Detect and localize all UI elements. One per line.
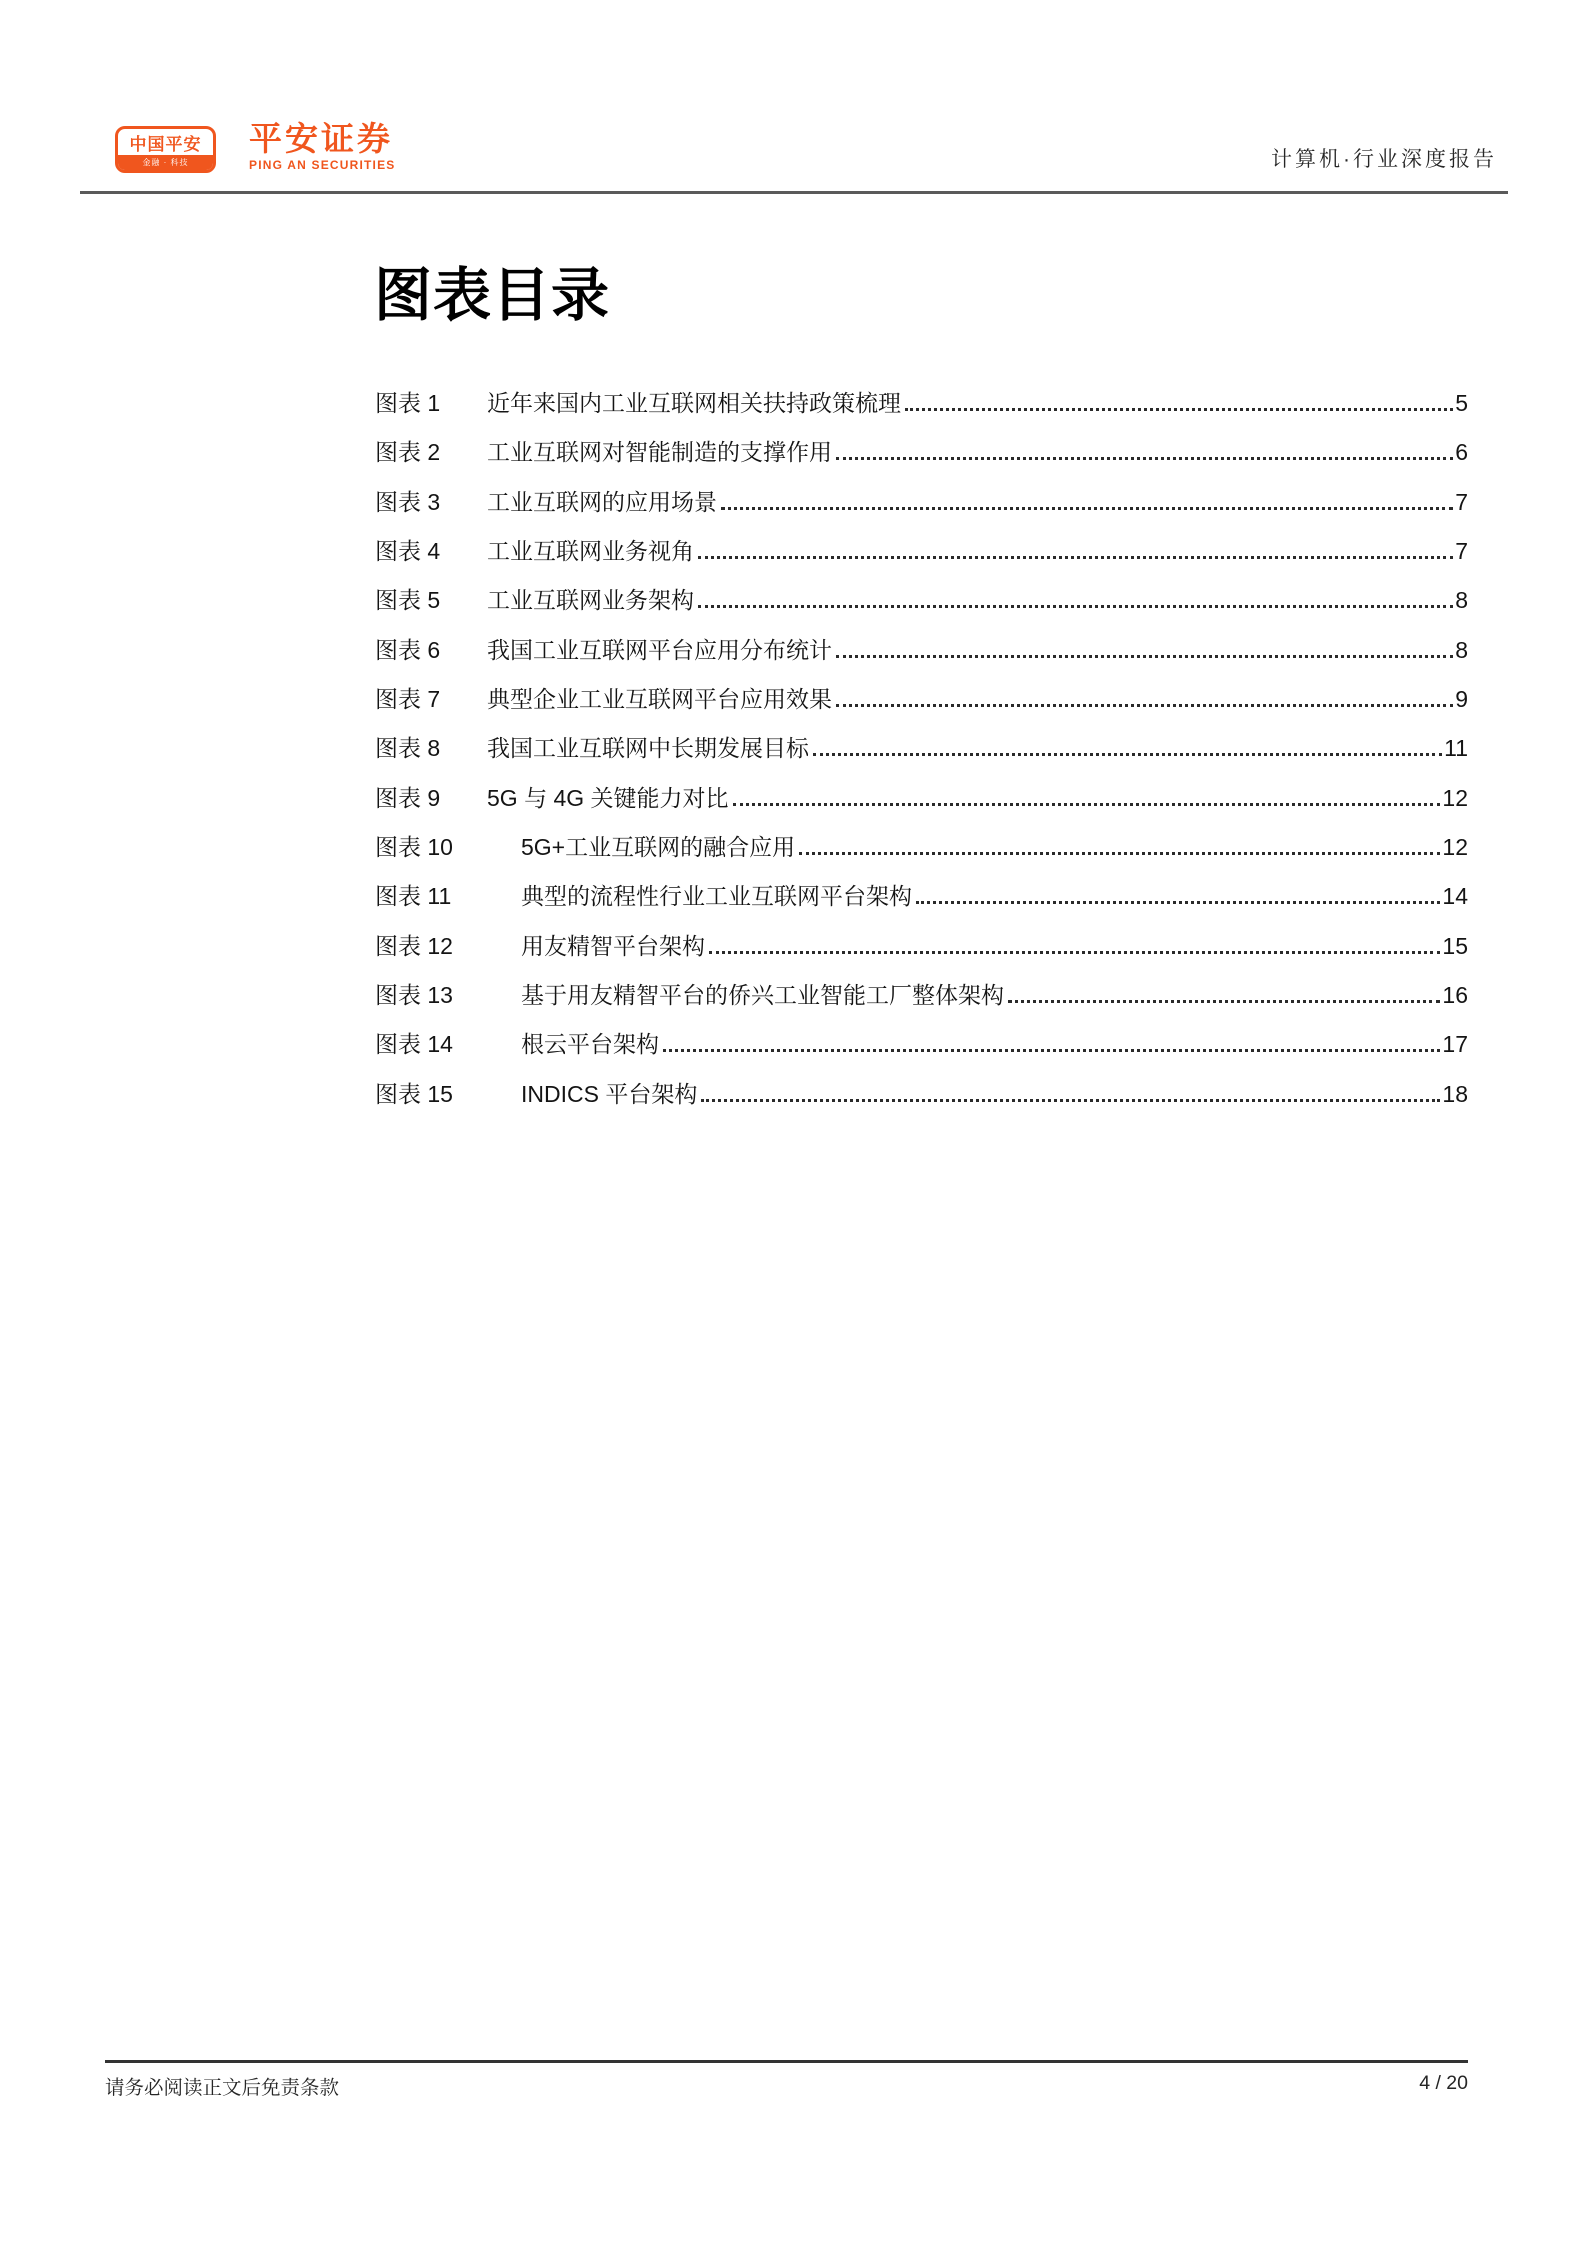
- toc-entry-page-number: 17: [1442, 1031, 1468, 1058]
- toc-entry[interactable]: [375, 626, 1468, 675]
- toc-entry-title: 基于用友精智平台的侨兴工业智能工厂整体架构: [521, 982, 1004, 1009]
- toc-entry-label: 图表 14: [375, 1031, 453, 1058]
- toc-entry-title: 工业互联网对智能制造的支撑作用: [487, 439, 832, 466]
- toc-entry-page-number: 5: [1455, 390, 1468, 416]
- toc-entry-label: 图表 11: [375, 883, 452, 910]
- toc-entry[interactable]: [375, 1020, 1468, 1069]
- toc-dot-leader: [709, 951, 1440, 954]
- toc-entry-label: 图表 5: [375, 587, 441, 614]
- toc-dot-leader: [836, 704, 1453, 707]
- toc-entry[interactable]: [375, 774, 1468, 823]
- footer: [105, 2072, 1468, 2100]
- toc-entry-label: 图表 4: [375, 538, 441, 565]
- toc-entry[interactable]: [375, 1070, 1468, 1119]
- toc-entry-label: 图表 12: [375, 932, 453, 959]
- toc-entry[interactable]: [375, 971, 1468, 1020]
- toc-entry[interactable]: [375, 428, 1468, 477]
- toc-entry-label: 图表 13: [375, 982, 453, 1009]
- brand-name-en: PING AN SECURITIES: [249, 158, 396, 173]
- toc-entry[interactable]: [375, 823, 1468, 872]
- toc-entry[interactable]: [375, 576, 1468, 625]
- toc-entry-title: 典型的流程性行业工业互联网平台架构: [521, 883, 912, 910]
- toc-entry-title: 工业互联网的应用场景: [487, 488, 717, 515]
- toc-entry-title: 近年来国内工业互联网相关扶持政策梳理: [487, 390, 901, 416]
- toc-entry-page-number: 14: [1442, 883, 1468, 910]
- toc-entry-page-number: 8: [1455, 587, 1468, 614]
- toc-entry[interactable]: [375, 379, 1468, 428]
- toc-entry[interactable]: [375, 922, 1468, 971]
- brand-name-cn: 平安证券: [249, 120, 393, 157]
- page-title: 图表目录: [374, 263, 611, 328]
- toc-dot-leader: [916, 901, 1440, 904]
- toc-dot-leader: [836, 457, 1453, 460]
- toc-entry-label: 图表 15: [375, 1080, 453, 1107]
- toc-dot-leader: [1008, 1000, 1440, 1003]
- toc-entry-label: 图表 3: [375, 488, 441, 515]
- toc-entry-label: 图表 6: [375, 636, 441, 663]
- header-divider: [80, 191, 1508, 194]
- toc-entry-page-number: 7: [1455, 538, 1468, 565]
- page-number-indicator: 4 / 20: [1419, 2072, 1468, 2094]
- toc-entry-title: 工业互联网业务视角: [487, 538, 694, 565]
- disclaimer-note: 请务必阅读正文后免责条款: [105, 2077, 340, 2099]
- toc-entry-page-number: 7: [1455, 488, 1468, 515]
- toc-entry-title: 我国工业互联网平台应用分布统计: [487, 636, 832, 663]
- toc-entry-page-number: 6: [1455, 439, 1468, 466]
- toc-entry-label: 图表 10: [375, 834, 453, 861]
- toc-entry-page-number: 18: [1442, 1080, 1468, 1107]
- toc-entry-page-number: 12: [1442, 784, 1468, 811]
- toc-entry-label: 图表 8: [375, 735, 441, 762]
- footer-divider: [105, 2060, 1468, 2063]
- toc-dot-leader: [836, 655, 1453, 658]
- toc-entry-label: 图表 2: [375, 439, 441, 466]
- toc-dot-leader: [799, 852, 1440, 855]
- figure-toc-list: [375, 379, 1468, 1119]
- toc-dot-leader: [813, 753, 1442, 756]
- toc-dot-leader: [663, 1049, 1440, 1052]
- toc-entry[interactable]: [375, 872, 1468, 921]
- toc-dot-leader: [698, 605, 1453, 608]
- toc-entry-title: 我国工业互联网中长期发展目标: [487, 735, 809, 762]
- toc-entry[interactable]: [375, 724, 1468, 773]
- pingan-group-logo: [115, 126, 216, 173]
- toc-dot-leader: [698, 556, 1453, 559]
- toc-entry[interactable]: [375, 478, 1468, 527]
- logo-sub-text: 金融 · 科技: [118, 155, 213, 170]
- toc-dot-leader: [733, 803, 1441, 806]
- toc-entry-title: 用友精智平台架构: [521, 932, 705, 959]
- toc-entry-title: 5G+工业互联网的融合应用: [521, 834, 796, 861]
- toc-entry-label: 图表 9: [375, 784, 441, 811]
- report-type-label: 计算机·行业深度报告: [1271, 148, 1497, 171]
- toc-entry-page-number: 16: [1442, 982, 1468, 1009]
- toc-dot-leader: [701, 1099, 1440, 1102]
- toc-entry-page-number: 9: [1455, 686, 1468, 713]
- toc-entry[interactable]: [375, 675, 1468, 724]
- toc-dot-leader: [721, 507, 1453, 510]
- toc-entry-label: 图表 1: [375, 390, 441, 416]
- toc-dot-leader: [905, 408, 1453, 411]
- toc-entry-label: 图表 7: [375, 686, 441, 713]
- toc-entry-page-number: 11: [1444, 735, 1468, 762]
- logo-main-text: 中国平安: [129, 134, 202, 154]
- toc-entry-page-number: 15: [1442, 932, 1468, 959]
- toc-entry-title: 5G 与 4G 关键能力对比: [487, 784, 729, 811]
- toc-entry-title: 典型企业工业互联网平台应用效果: [487, 686, 832, 713]
- toc-entry-title: INDICS 平台架构: [521, 1080, 698, 1107]
- toc-entry[interactable]: [375, 527, 1468, 576]
- toc-entry-page-number: 12: [1442, 834, 1468, 861]
- toc-entry-title: 工业互联网业务架构: [487, 587, 694, 614]
- toc-entry-title: 根云平台架构: [521, 1031, 659, 1058]
- toc-entry-page-number: 8: [1455, 636, 1468, 663]
- brand-block: [249, 121, 396, 172]
